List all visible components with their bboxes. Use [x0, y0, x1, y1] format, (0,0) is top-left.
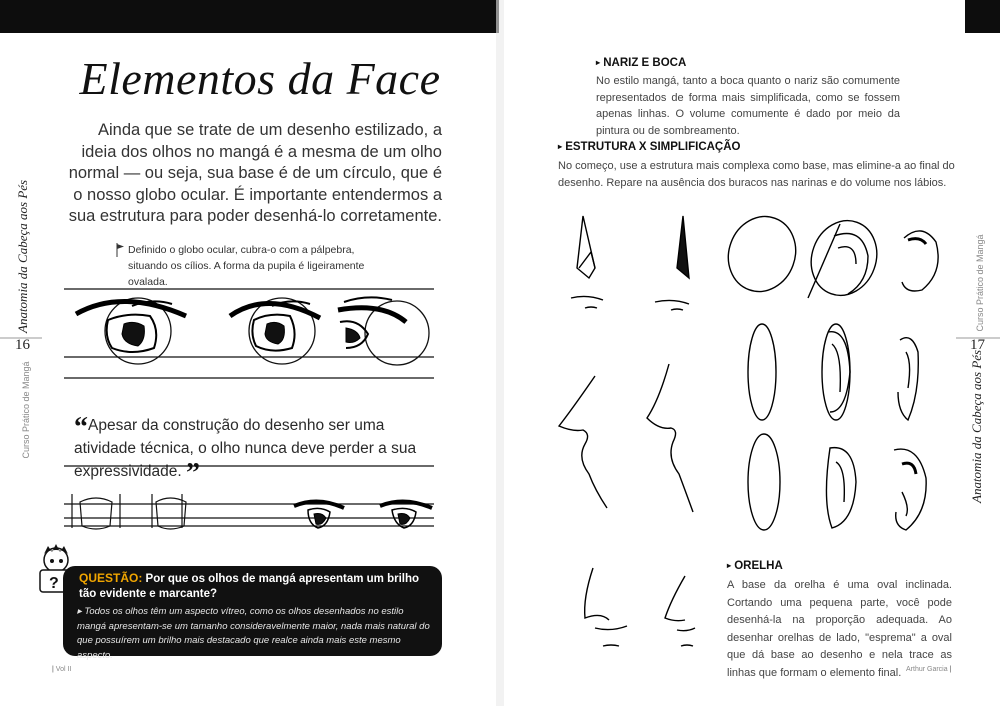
- spine-shadow: [496, 0, 504, 706]
- footer-left: | Vol II: [52, 666, 72, 673]
- section-heading-text: ESTRUTURA X SIMPLIFICAÇÃO: [565, 141, 741, 153]
- page-title: Elementos da Face: [79, 53, 441, 104]
- top-bar-right: [965, 0, 1000, 33]
- section-body-nariz: No estilo mangá, tanto a boca quanto o nariz são comumente representados de forma mais simplificada, como se fossem apenas linhas. O volume comumente é dado por meio da pintura ou de sombreamento.: [596, 75, 900, 137]
- footer-author: Arthur Garcia: [906, 666, 948, 673]
- eye-note: Definido o globo ocular, cubra-o com a pálpebra, situando os cílios. A forma da pupila é ligeiramente ovalada.: [128, 244, 365, 288]
- section-heading-text: ORELHA: [734, 560, 783, 572]
- right-margin: [958, 230, 1000, 520]
- simplified-eyes-drawing: [62, 492, 442, 538]
- section-heading-text: NARIZ E BOCA: [603, 57, 687, 69]
- question-mark: ?: [49, 575, 59, 592]
- ear-drawing: [722, 212, 962, 542]
- heading-marker: ▸: [558, 142, 563, 151]
- top-bar-left: [0, 0, 499, 33]
- question-text: Por que os olhos de mangá apresentam um brilho tão evidente e marcante?: [79, 573, 420, 600]
- pull-quote: [74, 412, 434, 489]
- answer-text: Todos os olhos têm um aspecto vítreo, como os olhos desenhados no estilo mangá apresentam-se um tamanho consideravelmente maior, nada mais natural do que possuírem um brilho mais destacado que realce ainda mais este mesmo aspecto.: [77, 606, 430, 661]
- quote-text: Apesar da construção do desenho ser uma atividade técnica, o olho nunca deve perder a sua expressividade.: [74, 417, 417, 480]
- question-heading: [77, 571, 432, 602]
- answer-bullet: ▸: [77, 606, 82, 617]
- section-heading-nariz: [596, 57, 686, 69]
- running-title-right: Anatomia da Cabeça aos Pés: [969, 349, 984, 503]
- intro-paragraph: Ainda que se trate de um desenho estilizado, a ideia dos olhos no mangá é a mesma de um olho normal — ou seja, sua base é de um círculo, que é o nosso globo ocular. É importante entendermos a sua estrutura para poder desenhá-lo corretamente.: [68, 121, 442, 225]
- page-number-right: 17: [970, 337, 985, 353]
- section-heading-estrutura: [558, 141, 741, 153]
- quote-close-mark: ”: [186, 458, 201, 489]
- question-label: QUESTÃO:: [79, 571, 143, 585]
- section-heading-orelha: [727, 560, 783, 572]
- side-label-right: Curso Prático de Mangá: [975, 234, 985, 332]
- eye-drawing-1: [76, 301, 186, 352]
- section-body-orelha: A base da orelha é uma oval inclinada. Cortando uma pequena parte, você pode desenhá-la na proporção adequada. Ao desenhar orelhas de lado, "esprema" a oval que dá base ao desenho e nela trace as linhas que formam o elemento final.: [727, 579, 952, 679]
- page-number-left: 16: [15, 337, 30, 353]
- eye-drawing-3: [338, 297, 406, 348]
- nose-mouth-drawing: [555, 208, 715, 658]
- footer-right: Arthur Garcia |: [906, 666, 952, 673]
- question-box: [63, 566, 442, 661]
- quote-open-mark: “: [74, 412, 88, 443]
- heading-marker: ▸: [596, 58, 601, 67]
- footer-volume: Vol II: [55, 666, 72, 673]
- quote-rule: [64, 465, 444, 469]
- question-answer: [77, 605, 432, 663]
- eye-construction-drawing: [62, 282, 442, 392]
- flag-icon: [115, 243, 127, 259]
- heading-marker: ▸: [727, 561, 732, 570]
- side-label-left: Curso Prático de Mangá: [21, 361, 31, 459]
- running-title-left: Anatomia da Cabeça aos Pés: [15, 179, 30, 333]
- left-margin: [6, 180, 40, 480]
- section-body-estrutura: No começo, use a estrutura mais complexa como base, mas elimine-a ao final do desenho. Repare na ausência dos buracos nas narinas e do volume nos lábios.: [558, 160, 955, 189]
